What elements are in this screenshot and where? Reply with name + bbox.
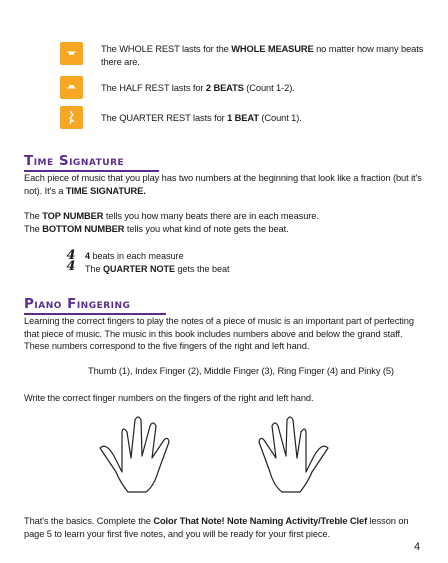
whole-rest-icon bbox=[60, 42, 83, 65]
fingering-instruction: Write the correct finger numbers on the fingers of the right and left hand. bbox=[24, 393, 314, 403]
top-number-line: The TOP NUMBER tells you how many beats there are in each measure. bbox=[24, 211, 319, 221]
beats-line: 4 beats in each measure bbox=[85, 251, 184, 261]
whole-rest-row bbox=[60, 42, 431, 69]
bottom-number-line: The BOTTOM NUMBER tells you what kind of note gets the beat. bbox=[24, 223, 289, 234]
time-signature-symbol: 4 4 bbox=[66, 248, 76, 274]
finger-list: Thumb (1), Index Finger (2), Middle Finger (3), Ring Finger (4) and Pinky (5) bbox=[88, 366, 394, 376]
piano-fingering-intro: Learning the correct fingers to play the notes of a piece of music is an important part of perfecting that piece of music. The music in this book includes numbers above and below the grand staff. These numbers correspond to the five fingers of the right and left hand. bbox=[24, 316, 414, 352]
half-rest-text: The HALF REST lasts for 2 BEATS (Count 1-2). bbox=[101, 83, 295, 93]
time-signature-explanation bbox=[24, 210, 429, 235]
time-signature-heading: Time Signature bbox=[24, 153, 159, 172]
time-signature-intro: Each piece of music that you play has two numbers at the beginning that look like a fraction (but it's not). It's a TIME SIGNATURE. bbox=[24, 173, 422, 196]
quarter-rest-icon bbox=[60, 106, 83, 129]
closing-text: That's the basics. Complete the Color That Note! Note Naming Activity/Treble Clef lesson on page 5 to learn your first five notes, and you will be ready for your first piece. bbox=[24, 516, 409, 539]
quarter-rest-text: The QUARTER REST lasts for 1 BEAT (Count 1). bbox=[101, 113, 302, 123]
quarter-note-line: The QUARTER NOTE gets the beat bbox=[85, 263, 230, 274]
quarter-rest-row bbox=[60, 106, 431, 129]
piano-fingering-heading: Piano Fingering bbox=[24, 296, 166, 315]
half-rest-icon bbox=[60, 76, 83, 99]
left-hand-outline bbox=[100, 417, 169, 492]
half-rest-row bbox=[60, 76, 431, 99]
right-hand-outline bbox=[259, 417, 328, 492]
hands-illustration bbox=[98, 412, 332, 496]
page-number: 4 bbox=[414, 541, 421, 553]
whole-rest-text: The WHOLE REST lasts for the WHOLE MEASURE no matter how many beats there are. bbox=[101, 44, 424, 67]
time-signature-example bbox=[65, 250, 230, 275]
